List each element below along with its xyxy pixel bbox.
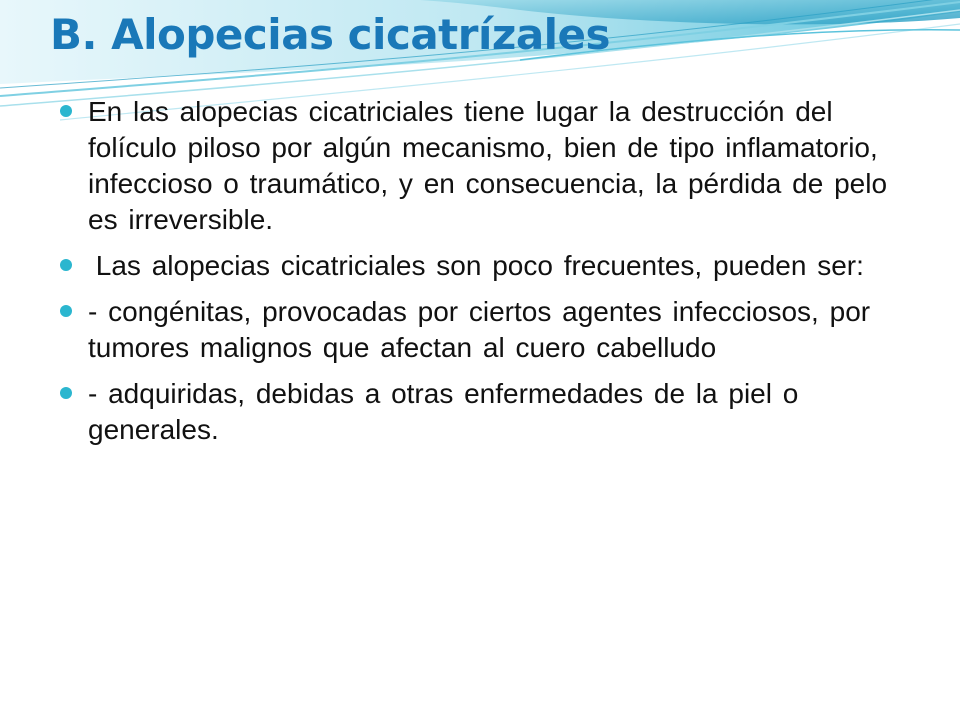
slide-title: B. Alopecias cicatrízales xyxy=(50,10,611,59)
bullet-dot-icon xyxy=(60,387,72,399)
bullet-item xyxy=(60,94,910,238)
bullet-item xyxy=(60,248,910,284)
bullet-text: - adquiridas, debidas a otras enfermedades de la piel o generales. xyxy=(88,378,799,445)
bullet-list xyxy=(60,94,910,458)
bullet-dot-icon xyxy=(60,259,72,271)
bullet-text: En las alopecias cicatriciales tiene lugar la destrucción del folículo piloso por algún mecanismo, bien de tipo inflamatorio, infeccioso o traumático, y en consecuencia, la pérdida de pelo es irreversible. xyxy=(88,96,888,235)
bullet-dot-icon xyxy=(60,105,72,117)
bullet-text: Las alopecias cicatriciales son poco frecuentes, pueden ser: xyxy=(88,250,864,281)
bullet-item xyxy=(60,376,910,448)
bullet-text: - congénitas, provocadas por ciertos agentes infecciosos, por tumores malignos que afectan al cuero cabelludo xyxy=(88,296,871,363)
bullet-dot-icon xyxy=(60,305,72,317)
bullet-item xyxy=(60,294,910,366)
